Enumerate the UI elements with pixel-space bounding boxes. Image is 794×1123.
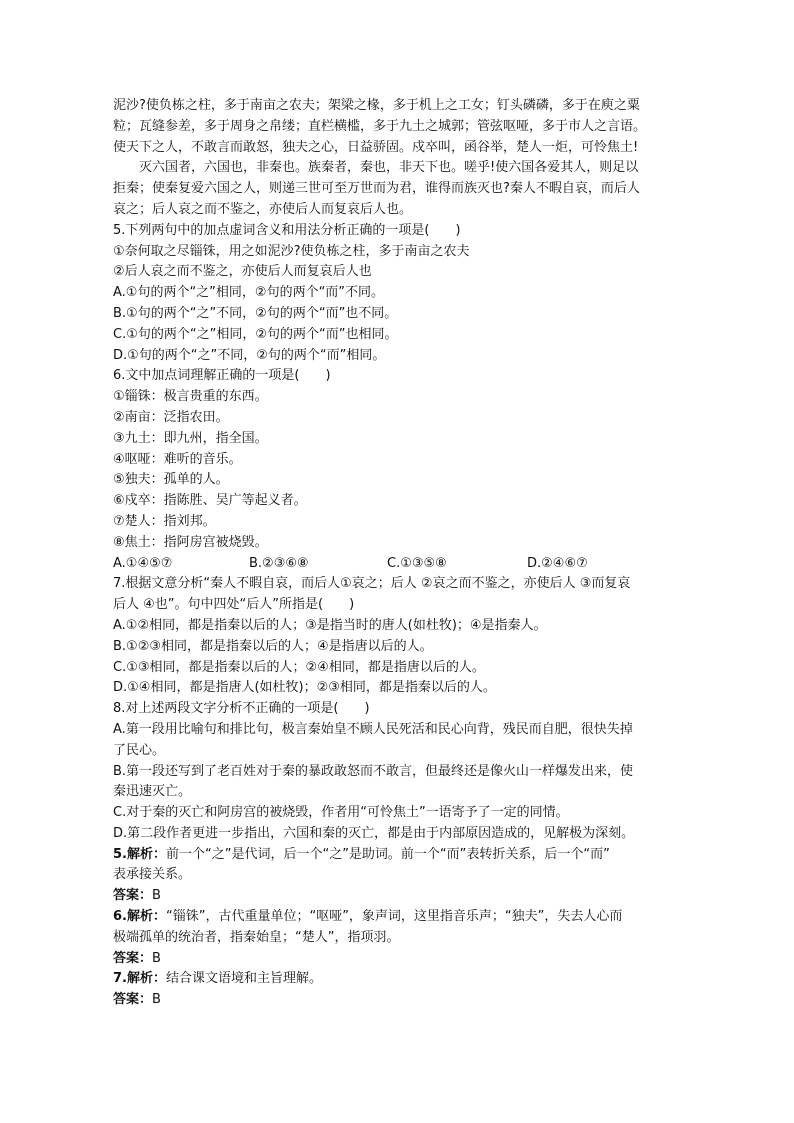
option-line: B.第一段还写到了老百姓对于秦的暴政敢怒而不敢言，但最终还是像火山一样爆发出来，使 (113, 763, 634, 779)
question-stem: 7.根据文意分析“秦人不暇自哀，而后人①哀之；后人 ②哀之而不鉴之，亦使后人 ③而复哀 (113, 576, 631, 592)
option-a: A.①句的两个“之”相同，②句的两个“而”不同。 (113, 285, 385, 301)
question-8 (113, 699, 685, 845)
answer-label: 答案： (113, 950, 153, 966)
list-item: ⑥戍卒：指陈胜、吴广等起义者。 (113, 493, 307, 509)
analysis-text: 结合课文语境和主旨理解。 (165, 971, 322, 987)
answer-6 (113, 907, 685, 969)
answer-value: B (152, 992, 161, 1008)
option-c: C.①③相同，都是指秦以后的人；②④相同，都是指唐以后的人。 (113, 659, 485, 675)
option-a: A.①②相同，都是指秦以后的人；③是指当时的唐人(如杜牧)；④是指秦人。 (113, 617, 547, 633)
analysis (113, 969, 685, 990)
question-5 (113, 221, 685, 367)
passage-line: 哀之；后人哀之而不鉴之，亦使后人而复哀后人也。 (113, 201, 413, 217)
option-line: 了民心。 (113, 742, 166, 758)
list-item: ⑤独夫：孤单的人。 (113, 472, 229, 488)
passage-line: 泥沙?使负栋之柱，多于南亩之农夫；架梁之椽，多于机上之工女；钉头磷磷，多于在庾之粟 (113, 98, 640, 113)
document-page (113, 96, 685, 1011)
option-line: C.对于秦的灭亡和阿房宫的被烧毁，作者用“可怜焦土”一语寄予了一定的同情。 (113, 805, 569, 821)
passage-line: 灭六国者，六国也，非秦也。族秦者，秦也，非天下也。嗟乎!使六国各爱其人，则足以 (139, 160, 639, 176)
answer-value: B (152, 888, 161, 904)
list-item: ②南亩：泛指农田。 (113, 409, 229, 425)
option-c: C.①③⑤⑧ (387, 555, 447, 571)
list-item: ⑦楚人：指刘邦。 (113, 513, 216, 529)
list-item: ①锱铢：极言贵重的东西。 (113, 389, 268, 405)
passage-line: 粒；瓦缝参差，多于周身之帛缕；直栏横槛，多于九土之城郭；管弦呕哑，多于市人之言语。 (113, 118, 647, 134)
option-line: D.第二段作者更进一步指出，六国和秦的灭亡，都是由于内部原因造成的，见解极为深刻。 (113, 825, 635, 841)
list-item: ③九土：即九州，指全国。 (113, 430, 268, 446)
passage (113, 96, 685, 221)
analysis-cont: 极端孤单的统治者，指秦始皇；“楚人”，指项羽。 (113, 929, 400, 945)
option-a: A.①④⑤⑦ (113, 555, 173, 571)
answer-5 (113, 845, 685, 907)
answer-label: 答案： (113, 992, 153, 1008)
list-item: ⑧焦土：指阿房宫被烧毁。 (113, 534, 268, 550)
answer-7 (113, 969, 685, 1011)
analysis-text: 前一个“之”是代词，后一个“之”是助词。前一个“而”表转折关系，后一个“而” (165, 846, 610, 862)
analysis-label: 6.解析： (113, 909, 166, 925)
question-stem-cont: 后人 ④也”。句中四处“后人”所指是( ) (113, 597, 355, 613)
option-b: B.②③⑥⑧ (249, 555, 309, 571)
answer-value: B (152, 950, 161, 966)
question-6 (113, 366, 685, 574)
analysis-label: 5.解析： (113, 846, 166, 862)
option-line: 秦迅速灭亡。 (113, 784, 192, 800)
option-c: C.①句的两个“之”相同，②句的两个“而”也相同。 (113, 326, 398, 342)
analysis (113, 907, 685, 928)
sentence-1: ①奈何取之尽锱铢，用之如泥沙?使负栋之柱，多于南亩之农夫 (113, 243, 470, 259)
question-stem: 6.文中加点词理解正确的一项是( ) (113, 368, 331, 384)
passage-line: 拒秦；使秦复爱六国之人，则递三世可至万世而为君，谁得而族灭也?秦人不暇自哀，而后人 (113, 181, 640, 197)
option-d: D.②④⑥⑦ (527, 555, 588, 571)
analysis-text: “锱铢”，古代重量单位；“呕哑”，象声词，这里指音乐声；“独夫”，失去人心而 (165, 909, 623, 925)
question-stem: 8.对上述两段文字分析不正确的一项是( ) (113, 701, 370, 717)
analysis (113, 845, 685, 866)
answer (113, 886, 685, 907)
option-line: A.第一段用比喻句和排比句，极言秦始皇不顾人民死活和民心向背，残民而自肥，很快失掉 (113, 721, 633, 737)
answer (113, 990, 685, 1011)
question-stem: 5.下列两句中的加点虚词含义和用法分析正确的一项是( ) (113, 222, 461, 238)
answer-label: 答案： (113, 888, 153, 904)
option-b: B.①②③相同，都是指秦以后的人；④是指唐以后的人。 (113, 638, 433, 654)
question-7 (113, 574, 685, 699)
sentence-2: ②后人哀之而不鉴之，亦使后人而复哀后人也 (113, 264, 372, 280)
answer (113, 949, 685, 970)
option-d: D.①④相同，都是指唐人(如杜牧)；②③相同，都是指秦以后的人。 (113, 680, 496, 696)
analysis-label: 7.解析： (113, 971, 166, 987)
list-item: ④呕哑：难听的音乐。 (113, 451, 242, 467)
passage-line: 使天下之人，不敢言而敢怒，独夫之心，日益骄固。戍卒叫，函谷举，楚人一炬，可怜焦土! (113, 139, 639, 155)
option-b: B.①句的两个“之”不同，②句的两个“而”也不同。 (113, 305, 398, 321)
option-d: D.①句的两个“之”不同，②句的两个“而”相同。 (113, 347, 386, 363)
analysis-cont: 表承接关系。 (113, 867, 192, 883)
option-row (113, 554, 685, 575)
